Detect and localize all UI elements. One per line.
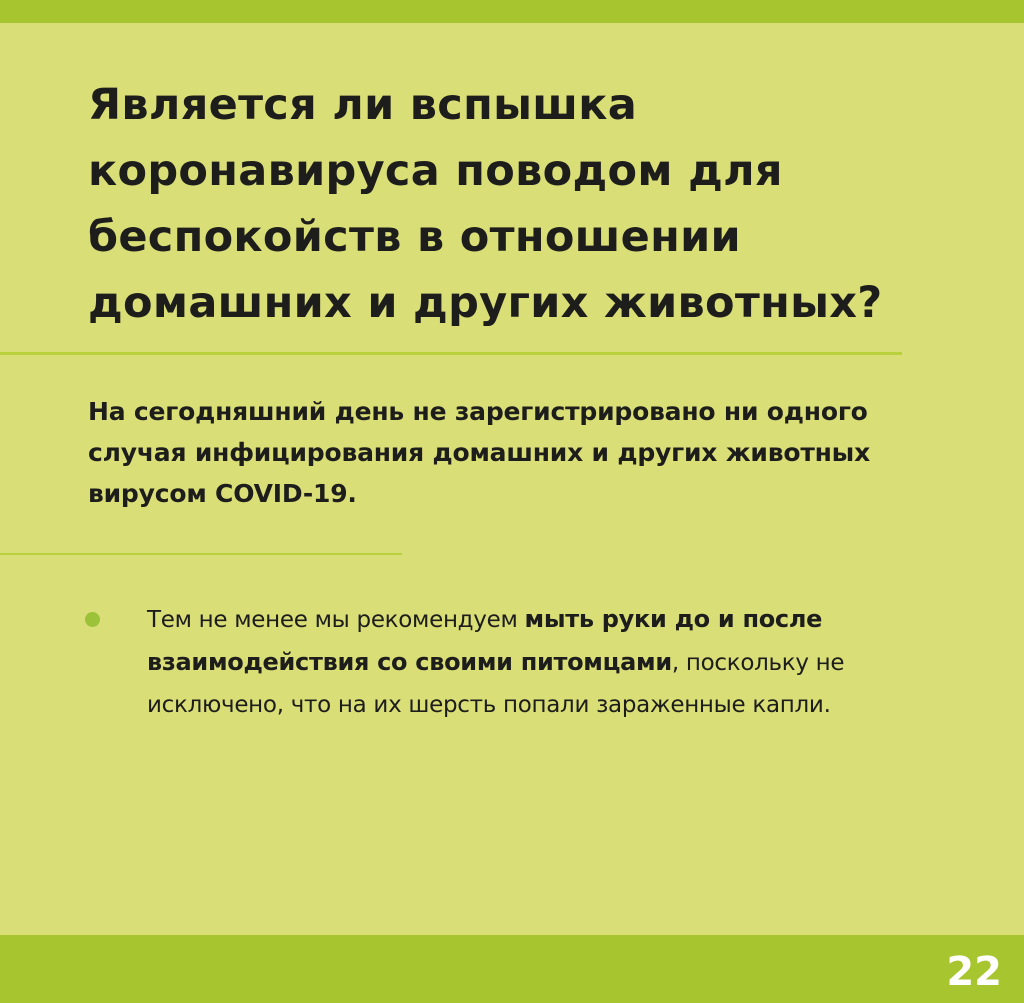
bullet-text-after: , поскольку не исключено, что на их шерсть попали зараженные капли. — [147, 650, 845, 718]
bullet-text-before: Тем не менее мы рекомендуем — [147, 607, 525, 633]
intro-text: На сегодняшний день не зарегистрировано ни одного случая инфицирования домашних и других животных вирусом COVID-19. — [88, 397, 871, 508]
top-bar — [0, 0, 1024, 23]
divider-long — [0, 352, 902, 355]
bullet-text-bold: мыть руки до и после взаимодействия со своими питомцами — [147, 605, 823, 676]
divider-short — [0, 553, 402, 555]
bullet-dot-icon — [85, 612, 100, 627]
bullet-text — [147, 598, 927, 726]
page-title: Является ли вспышка коронавируса поводом для беспокойств в отношении домашних и других животных? — [88, 80, 883, 328]
page-number: 22 — [946, 949, 1002, 995]
bottom-bar — [0, 935, 1024, 1003]
